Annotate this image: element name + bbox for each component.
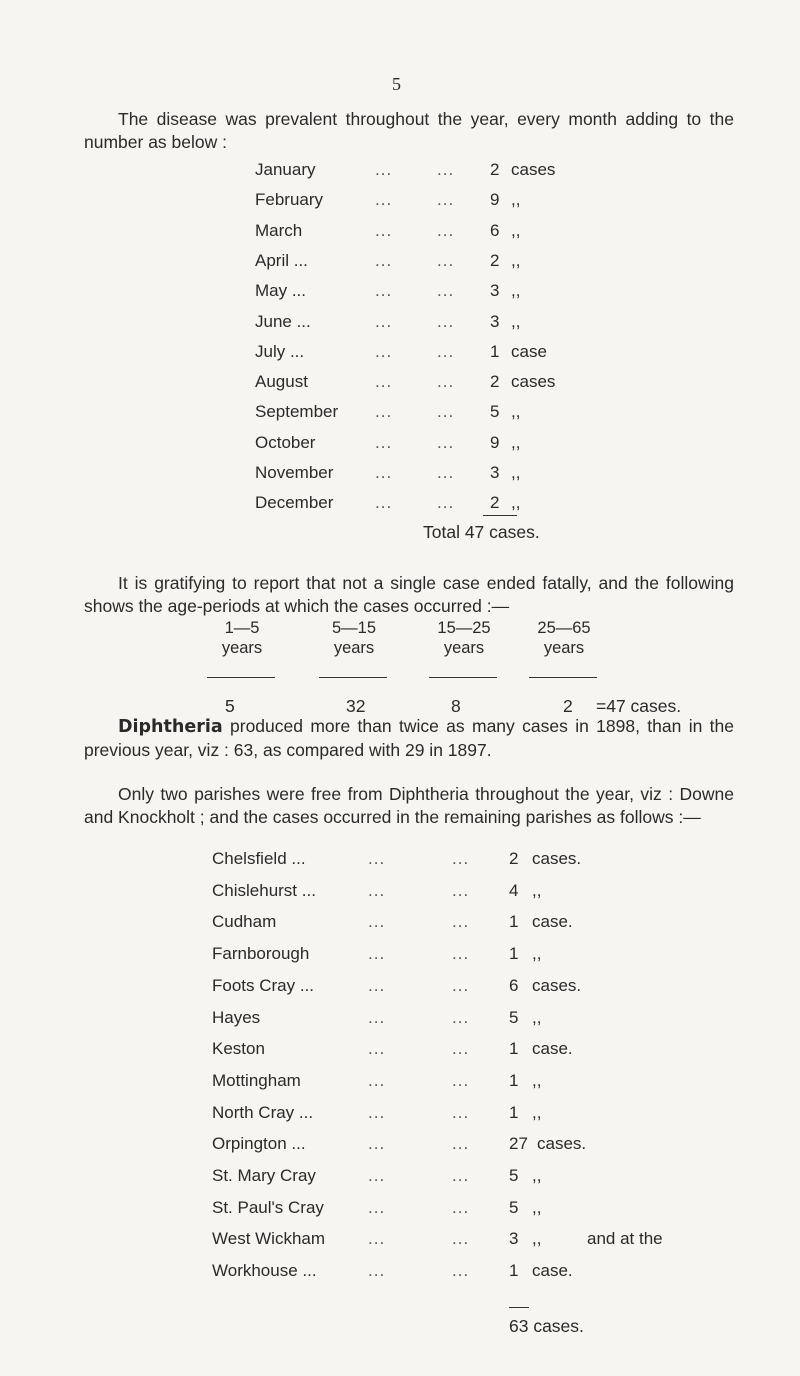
parish-unit: ,, — [532, 1197, 542, 1217]
month-row — [255, 221, 635, 243]
month-name: May ... — [255, 281, 307, 301]
leader-dots: ... — [437, 341, 455, 361]
parish-name: Cudham — [212, 912, 277, 932]
age-label: years — [443, 639, 485, 657]
month-row — [255, 160, 635, 182]
month-unit: ,, — [511, 311, 521, 331]
leader-dots: ... — [452, 1229, 470, 1249]
leader-dots: ... — [437, 281, 455, 301]
parish-count: 2 — [509, 849, 519, 868]
leader-dots: ... — [375, 220, 393, 240]
leader-dots: ... — [452, 1007, 470, 1027]
parish-unit: ,, — [532, 1007, 542, 1027]
month-name: July ... — [255, 341, 305, 361]
month-row — [255, 342, 635, 364]
leader-dots: ... — [437, 432, 455, 452]
month-count: 3 — [490, 281, 500, 301]
parish-row — [212, 976, 692, 998]
age-period-header — [309, 618, 399, 658]
month-count: 2 — [490, 493, 500, 513]
parish-name: Orpington ... — [212, 1134, 306, 1154]
age-label: years — [543, 639, 585, 657]
month-name: October — [255, 432, 316, 452]
month-row — [255, 312, 635, 334]
age-rule — [429, 677, 497, 678]
age-rule — [529, 677, 597, 678]
parish-unit: case. — [532, 912, 573, 932]
leader-dots: ... — [368, 880, 386, 900]
parish-row — [212, 944, 692, 966]
parish-row — [212, 1166, 692, 1188]
leader-dots: ... — [368, 1261, 386, 1281]
month-unit: cases — [511, 372, 556, 392]
leader-dots: ... — [452, 1039, 470, 1059]
month-unit: ,, — [511, 432, 521, 452]
parish-count: 5 — [509, 1197, 519, 1217]
leader-dots: ... — [368, 944, 386, 964]
month-row — [255, 281, 635, 303]
parish-unit: ,, — [532, 1102, 542, 1122]
age-total: =47 cases. — [596, 696, 682, 716]
leader-dots: ... — [375, 372, 393, 392]
diphtheria-text: produced more than twice as many cases in 1898, than in the previous year, viz : 63, as compared with 29 in 1897. — [84, 716, 734, 760]
parish-unit: case. — [532, 1261, 573, 1281]
leader-dots: ... — [368, 1102, 386, 1122]
parish-unit: ,, — [532, 1229, 542, 1249]
parish-name: Chislehurst ... — [212, 880, 316, 900]
parish-count: 1 — [509, 1102, 519, 1122]
leader-dots: ... — [452, 1134, 470, 1154]
parishes-intro-paragraph: Only two parishes were free from Diphtheria throughout the year, viz : Downe and Knockholt ; and the cases occurred in the remaining parishes as follows :— — [84, 784, 734, 827]
parish-unit: cases. — [537, 1134, 587, 1154]
leader-dots: ... — [452, 880, 470, 900]
month-name: March — [255, 220, 303, 240]
parish-total: 63 cases. — [509, 1316, 584, 1336]
leader-dots: ... — [452, 849, 470, 868]
leader-dots: ... — [452, 1102, 470, 1122]
parish-unit: case. — [532, 1039, 573, 1059]
month-unit: ,, — [511, 190, 521, 210]
parish-name: Hayes — [212, 1007, 261, 1027]
leader-dots: ... — [437, 190, 455, 210]
month-name: April ... — [255, 250, 308, 270]
month-row — [255, 190, 635, 212]
parish-total-rule — [509, 1307, 529, 1308]
age-period-header — [519, 618, 609, 658]
intro-paragraph: The disease was prevalent throughout the year, every month adding to the number as below : — [84, 109, 734, 152]
month-total: Total 47 cases. — [423, 522, 540, 542]
leader-dots: ... — [375, 341, 393, 361]
leader-dots: ... — [368, 1007, 386, 1027]
age-range: 25—65 — [537, 619, 591, 637]
leader-dots: ... — [437, 220, 455, 240]
parish-count: 1 — [509, 944, 519, 964]
month-name: November — [255, 463, 334, 482]
leader-dots: ... — [437, 311, 455, 331]
leader-dots: ... — [375, 432, 393, 452]
month-count: 1 — [490, 341, 500, 361]
age-period-header — [419, 618, 509, 658]
month-row — [255, 463, 635, 485]
leader-dots: ... — [368, 1039, 386, 1059]
month-count: 9 — [490, 190, 500, 210]
month-count: 2 — [490, 372, 500, 392]
leader-dots: ... — [368, 975, 386, 995]
age-rule — [319, 677, 387, 678]
month-row — [255, 251, 635, 273]
month-count: 3 — [490, 463, 500, 482]
age-label: years — [333, 639, 375, 657]
leader-dots: ... — [437, 250, 455, 270]
age-range: 1—5 — [224, 619, 260, 637]
parish-row — [212, 1071, 692, 1093]
month-count: 2 — [490, 160, 500, 179]
age-count: 32 — [346, 696, 366, 716]
leader-dots: ... — [452, 1261, 470, 1281]
month-count: 5 — [490, 402, 500, 422]
parish-count: 1 — [509, 1070, 519, 1090]
parish-name: Farnborough — [212, 944, 310, 964]
parish-name: Chelsfield ... — [212, 849, 306, 868]
parish-row — [212, 1008, 692, 1030]
month-name: September — [255, 402, 339, 422]
parish-name: Mottingham — [212, 1070, 301, 1090]
age-label: years — [221, 639, 263, 657]
leader-dots: ... — [452, 1070, 470, 1090]
age-count: 5 — [225, 696, 235, 716]
month-name: June ... — [255, 311, 311, 331]
parish-count: 1 — [509, 912, 519, 932]
parish-name: West Wickham — [212, 1229, 326, 1249]
leader-dots: ... — [368, 1134, 386, 1154]
diphtheria-paragraph — [84, 715, 734, 761]
parish-name: Workhouse ... — [212, 1261, 317, 1281]
leader-dots: ... — [375, 311, 393, 331]
leader-dots: ... — [437, 372, 455, 392]
age-range: 5—15 — [331, 619, 377, 637]
month-row — [255, 372, 635, 394]
leader-dots: ... — [368, 912, 386, 932]
leader-dots: ... — [437, 463, 455, 482]
month-unit: ,, — [511, 463, 521, 482]
leader-dots: ... — [375, 493, 393, 513]
month-unit: ,, — [511, 250, 521, 270]
leader-dots: ... — [375, 281, 393, 301]
diphtheria-heading: Diphtheria — [118, 717, 223, 737]
leader-dots: ... — [375, 190, 393, 210]
leader-dots: ... — [452, 1166, 470, 1185]
month-count: 2 — [490, 250, 500, 270]
leader-dots: ... — [368, 1197, 386, 1217]
parish-count: 1 — [509, 1039, 519, 1059]
parish-row — [212, 881, 692, 903]
age-period-header — [197, 618, 287, 658]
leader-dots: ... — [452, 975, 470, 995]
age-range: 15—25 — [437, 619, 491, 637]
month-unit: ,, — [511, 281, 521, 301]
parish-count: 4 — [509, 880, 519, 900]
parish-count: 27 — [509, 1134, 528, 1154]
parish-row — [212, 1261, 692, 1283]
parish-count: 1 — [509, 1261, 519, 1281]
parish-name: St. Paul's Cray — [212, 1197, 324, 1217]
parish-name: Foots Cray ... — [212, 975, 315, 995]
age-count: 8 — [451, 696, 461, 716]
parish-name: St. Mary Cray — [212, 1166, 316, 1185]
parish-note: and at the — [587, 1229, 663, 1249]
month-name: December — [255, 493, 334, 513]
parish-row — [212, 1134, 692, 1156]
parish-row — [212, 1103, 692, 1125]
month-unit: ,, — [511, 493, 521, 513]
month-name: February — [255, 190, 324, 210]
month-unit: ,, — [511, 220, 521, 240]
parish-count: 6 — [509, 975, 519, 995]
month-row — [255, 433, 635, 455]
month-row — [255, 493, 635, 515]
leader-dots: ... — [368, 1229, 386, 1249]
parish-row — [212, 1229, 692, 1251]
leader-dots: ... — [452, 912, 470, 932]
leader-dots: ... — [368, 1070, 386, 1090]
leader-dots: ... — [452, 1197, 470, 1217]
month-total-rule — [483, 515, 517, 516]
month-unit: cases — [511, 160, 556, 179]
month-count: 3 — [490, 311, 500, 331]
parish-unit: ,, — [532, 1166, 542, 1185]
parish-unit: ,, — [532, 1070, 542, 1090]
age-rule — [207, 677, 275, 678]
month-name: January — [255, 160, 316, 179]
month-unit: ,, — [511, 402, 521, 422]
parish-row — [212, 912, 692, 934]
parish-unit: ,, — [532, 880, 542, 900]
parish-unit: ,, — [532, 944, 542, 964]
leader-dots: ... — [368, 1166, 386, 1185]
month-count: 6 — [490, 220, 500, 240]
leader-dots: ... — [437, 402, 455, 422]
gratifying-paragraph: It is gratifying to report that not a single case ended fatally, and the following shows the age-periods at which the cases occurred :— — [84, 573, 734, 616]
month-unit: case — [511, 341, 547, 361]
month-name: August — [255, 372, 308, 392]
leader-dots: ... — [375, 402, 393, 422]
parish-row — [212, 849, 692, 871]
leader-dots: ... — [368, 849, 386, 868]
month-row — [255, 402, 635, 424]
leader-dots: ... — [375, 250, 393, 270]
page-number: 5 — [392, 74, 401, 94]
leader-dots: ... — [452, 944, 470, 964]
leader-dots: ... — [437, 160, 455, 179]
leader-dots: ... — [375, 160, 393, 179]
parish-row — [212, 1039, 692, 1061]
parish-unit: cases. — [532, 849, 582, 868]
leader-dots: ... — [437, 493, 455, 513]
parish-row — [212, 1198, 692, 1220]
month-count: 9 — [490, 432, 500, 452]
parish-count: 5 — [509, 1166, 519, 1185]
parish-count: 3 — [509, 1229, 519, 1249]
parish-name: North Cray ... — [212, 1102, 314, 1122]
age-count: 2 — [563, 696, 573, 716]
parish-name: Keston — [212, 1039, 265, 1059]
parish-unit: cases. — [532, 975, 582, 995]
parish-count: 5 — [509, 1007, 519, 1027]
leader-dots: ... — [375, 463, 393, 482]
